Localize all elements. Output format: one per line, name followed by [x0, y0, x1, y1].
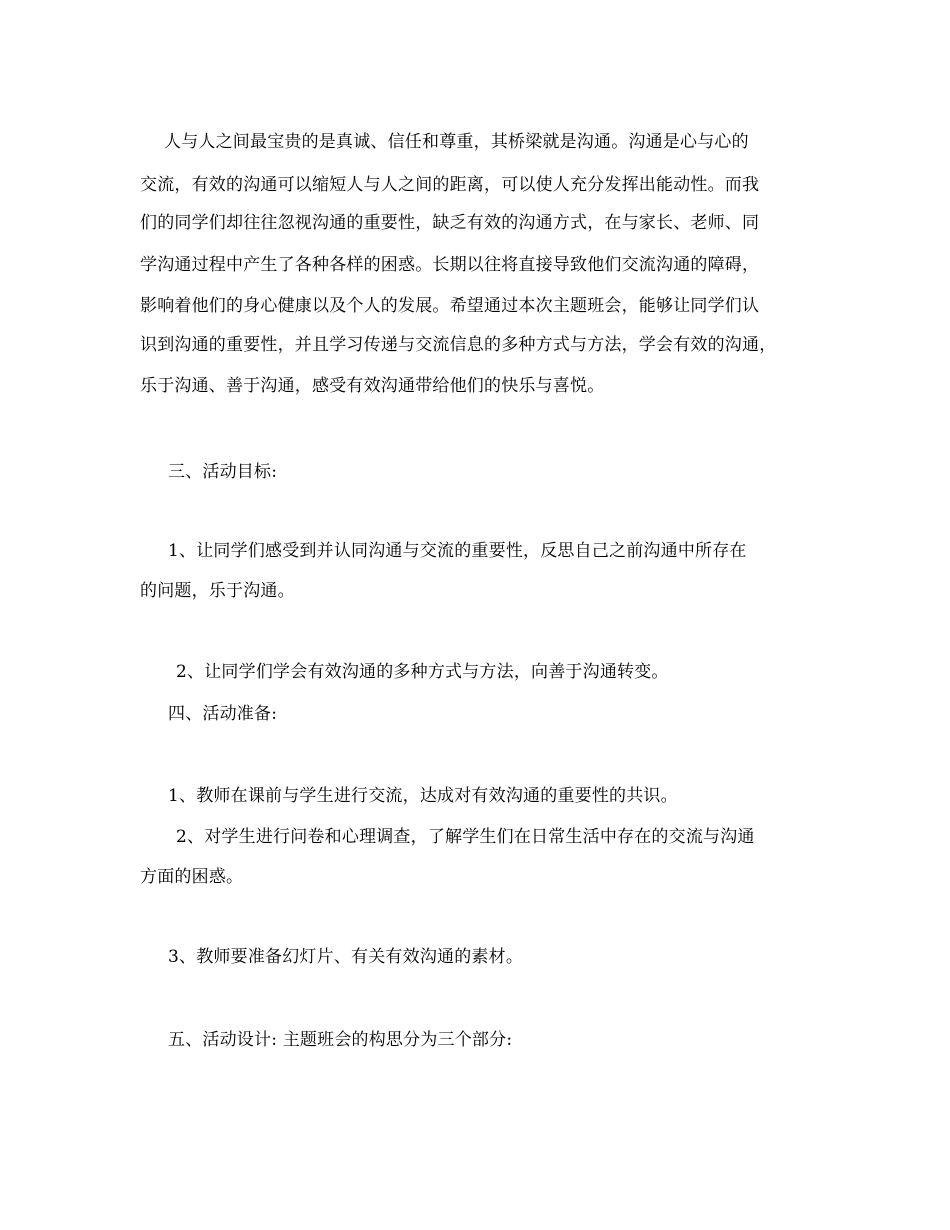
intro-paragraph-line-1: 人与人之间最宝贵的是真诚、信任和尊重，其桥梁就是沟通。沟通是心与心的 [164, 132, 749, 152]
section-heading-preparation: 四、活动准备: [168, 704, 278, 724]
prep-2-line-2: 方面的困惑。 [140, 867, 244, 887]
goal-1-line-1: 1、让同学们感受到并认同沟通与交流的重要性，反思自己之前沟通中所存在 [168, 541, 747, 561]
section-heading-design: 五、活动设计: 主题班会的构思分为三个部分: [168, 1030, 513, 1050]
intro-paragraph-line-4: 学沟通过程中产生了各种各样的困惑。长期以往将直接导致他们交流沟通的障碍， [140, 255, 760, 275]
intro-paragraph-line-6: 识到沟通的重要性，并且学习传递与交流信息的多种方式与方法，学会有效的沟通， [140, 335, 777, 355]
prep-1: 1、教师在课前与学生进行交流，达成对有效沟通的重要性的共识。 [168, 786, 678, 806]
intro-paragraph-line-7: 乐于沟通、善于沟通，感受有效沟通带给他们的快乐与喜悦。 [140, 376, 605, 396]
intro-paragraph-line-3: 们的同学们却往往忽视沟通的重要性，缺乏有效的沟通方式，在与家长、老师、同 [140, 213, 760, 233]
intro-paragraph-line-2: 交流，有效的沟通可以缩短人与人之间的距离，可以使人充分发挥出能动性。而我 [140, 175, 760, 195]
goal-2: 2、让同学们学会有效沟通的多种方式与方法，向善于沟通转变。 [176, 662, 669, 682]
goal-1-line-2: 的问题，乐于沟通。 [140, 581, 295, 601]
prep-2-line-1: 2、对学生进行问卷和心理调查，了解学生们在日常生活中存在的交流与沟通 [176, 827, 755, 847]
intro-paragraph-line-5: 影响着他们的身心健康以及个人的发展。希望通过本次主题班会，能够让同学们认 [140, 296, 760, 316]
prep-3: 3、教师要准备幻灯片、有关有效沟通的素材。 [168, 947, 524, 967]
section-heading-goals: 三、活动目标: [168, 462, 278, 482]
